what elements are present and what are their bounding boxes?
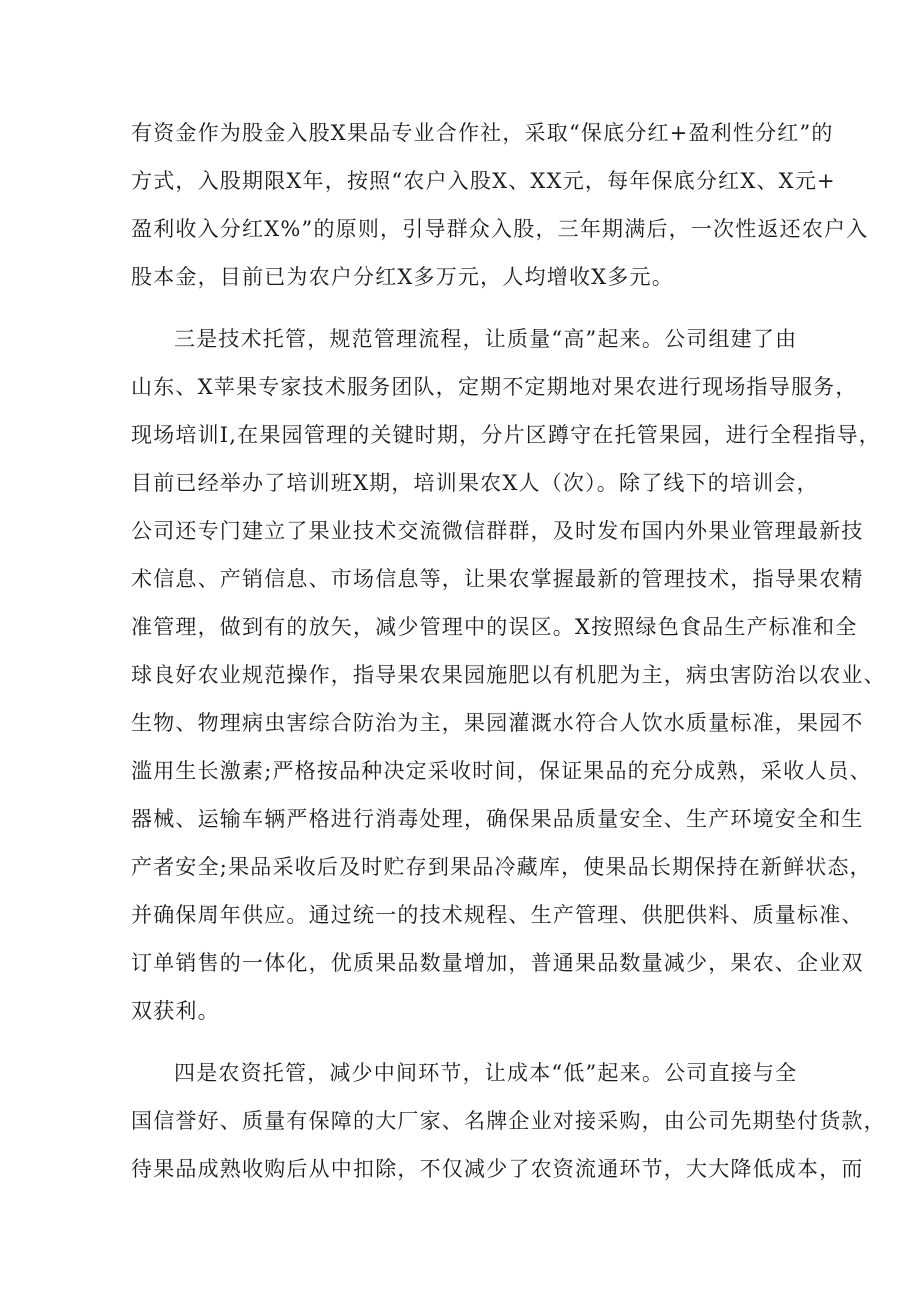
text-line: 双获利。 (131, 999, 220, 1023)
text-line: 公司还专门建立了果业技术交流微信群群，及时发布国内外果业管理最新技 (131, 519, 864, 543)
text-line: 国信誉好、质量有保障的大厂家、名牌企业对接采购，由公司先期垫付货款， (131, 1109, 886, 1133)
text-line: 器械、运输车辆严格进行消毒处理，确保果品质量安全、生产环境安全和生 (131, 807, 864, 831)
text-line: 方式，入股期限X年，按照“农户入股X、XX元，每年保底分红X、X元+ (131, 169, 836, 193)
text-line: 生物、物理病虫害综合防治为主，果园灌溉水符合人饮水质量标准，果园不 (131, 711, 864, 735)
text-line: 产者安全;果品采收后及时贮存到果品冷藏库，使果品长期保持在新鲜状态， (131, 855, 872, 879)
text-line: 订单销售的一体化，优质果品数量增加，普通果品数量减少，果农、企业双 (131, 951, 864, 975)
text-line: 四是农资托管，减少中间环节，让成本“低”起来。公司直接与全 (174, 1061, 798, 1085)
text-line: 球良好农业规范操作，指导果农果园施肥以有机肥为主，病虫害防治以农业、 (131, 663, 886, 687)
text-line: 三是技术托管，规范管理流程，让质量“高”起来。公司组建了由 (174, 327, 798, 351)
text-line: 有资金作为股金入股X果品专业合作社，采取“保底分红+盈利性分红”的 (131, 121, 834, 145)
text-line: 盈利收入分红X%”的原则，引导群众入股，三年期满后，一次性返还农户入 (131, 217, 869, 241)
text-line: 山东、X苹果专家技术服务团队，定期不定期地对果农进行现场指导服务， (131, 375, 858, 399)
text-line: 股本金，目前已为农户分红X多万元，人均增收X多元。 (131, 265, 674, 289)
text-line: 待果品成熟收购后从中扣除，不仅减少了农资流通环节，大大降低成本，而 (131, 1157, 864, 1181)
text-line: 现场培训I,在果园管理的关键时期，分片区蹲守在托管果园，进行全程指导， (131, 423, 881, 447)
text-line: 并确保周年供应。通过统一的技术规程、生产管理、供肥供料、质量标准、 (131, 903, 864, 927)
text-line: 术信息、产销信息、市场信息等，让果农掌握最新的管理技术，指导果农精 (131, 567, 864, 591)
text-line: 滥用生长激素;严格按品种决定采收时间，保证果品的充分成熟，采收人员、 (131, 759, 872, 783)
text-line: 目前已经举办了培训班X期，培训果农X人（次）。除了线下的培训会， (131, 471, 819, 495)
text-line: 准管理，做到有的放矢，减少管理中的误区。X按照绿色食品生产标准和全 (131, 615, 858, 639)
